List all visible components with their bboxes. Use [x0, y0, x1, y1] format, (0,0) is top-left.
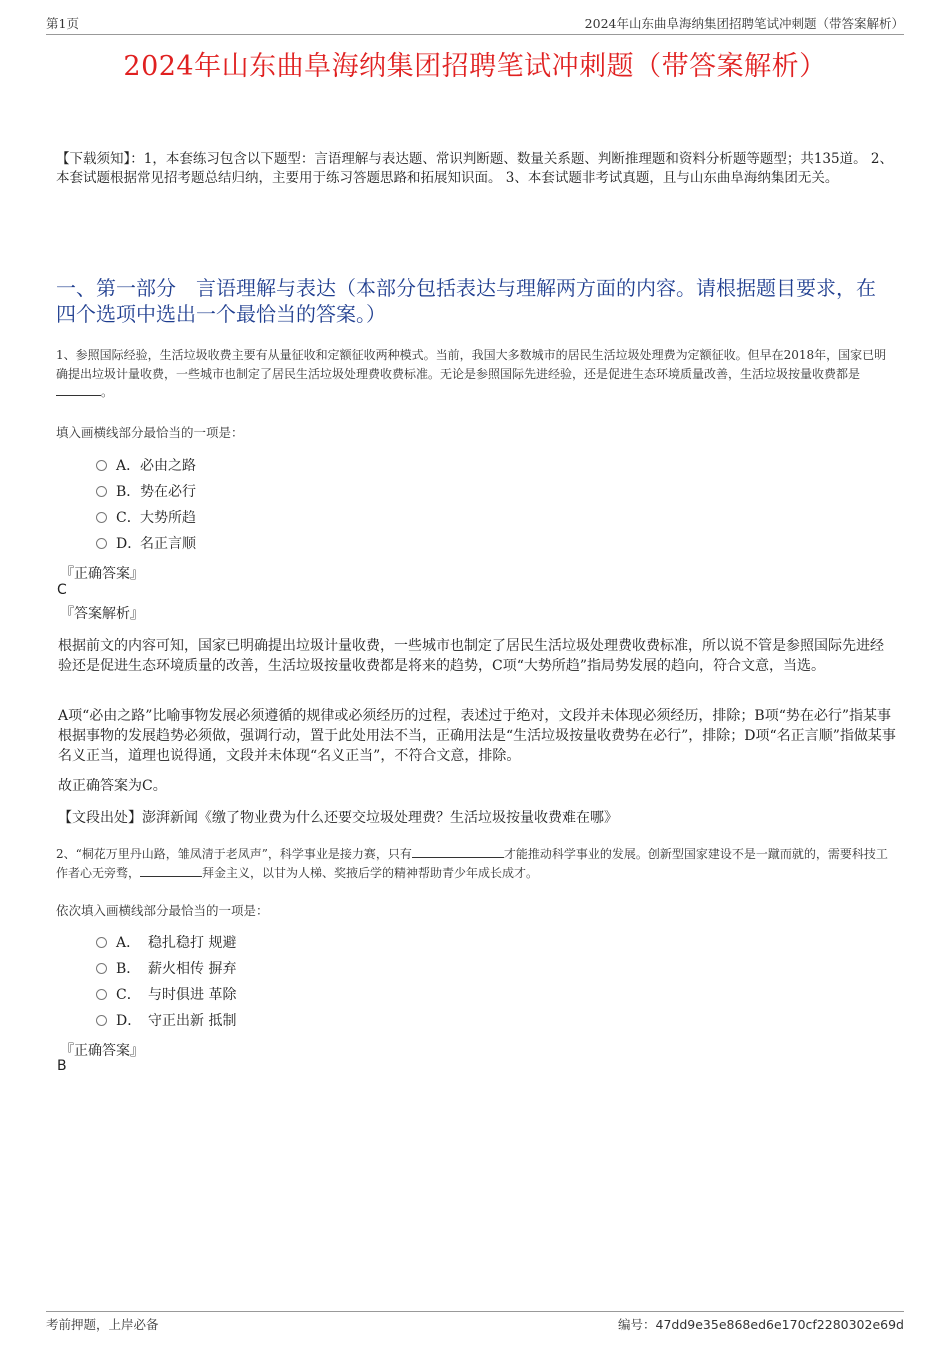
source-citation: 【文段出处】澎湃新闻《缴了物业费为什么还要交垃圾处理费？生活垃圾按量收费难在哪》 — [58, 810, 618, 826]
q1-option-c[interactable]: C．大势所趋 — [96, 508, 196, 528]
footer-slogan: 考前押题，上岸必备 — [46, 1317, 159, 1332]
analysis-label: 『答案解析』 — [60, 606, 144, 622]
correct-answer-label: 『正确答案』 — [60, 1043, 144, 1059]
answer-blank — [140, 864, 202, 877]
radio-icon[interactable] — [96, 937, 107, 948]
section-heading: 一、第一部分 言语理解与表达（本部分包括表达与理解两方面的内容。请根据题目要求，在四个选项中选出一个最恰当的答案。） — [56, 276, 876, 326]
question-1-stem: 1、参照国际经验，生活垃圾收费主要有从量征收和定额征收两种模式。当前，我国大多数城市的居民生活垃圾处理费为定额征收。但早在2018年，国家已明确提出垃圾计量收费，一些城市也制定了居民生活垃圾处理费收费标准。无论是参照国际先进经验，还是促进生态环境质量改善，生活垃圾按量收费都是。 — [56, 348, 887, 399]
analysis-paragraph: A项“必由之路”比喻事物发展必须遵循的规律或必须经历的过程，表述过于绝对，文段并未体现必须经历，排除；B项“势在必行”指某事根据事物的发展趋势必须做，强调行动，置于此处用法不当，正确用法是“生活垃圾按量收费势在必行”，排除；D项“名正言顺”指做某事名义正当，道理也说得通，文段并未体现“名义正当”，不符合文意，排除。 — [58, 708, 896, 764]
question-2-stem: 2、“桐花万里丹山路，雏凤清于老凤声”，科学事业是接力赛，只有 才能推动科学事业的发展。创新型国家建设不是一蹴而就的，需要科技工作者心无旁骛， 拜金主义，以甘为人梯、奖掖后学的精神帮助青少年成长成才。 — [56, 847, 888, 880]
q2-option-d[interactable]: D． 守正出新 抵制 — [96, 1011, 236, 1031]
radio-icon[interactable] — [96, 963, 107, 974]
page-header — [46, 12, 904, 35]
q2-option-a[interactable]: A． 稳扎稳打 规避 — [96, 933, 236, 953]
radio-icon[interactable] — [96, 1015, 107, 1026]
answer-blank — [412, 845, 504, 858]
correct-answer-label: 『正确答案』 — [60, 566, 144, 582]
radio-icon[interactable] — [96, 989, 107, 1000]
analysis-conclusion: 故正确答案为C。 — [58, 778, 167, 794]
q2-option-c[interactable]: C． 与时俱进 革除 — [96, 985, 236, 1005]
page-number: 第1页 — [46, 16, 79, 31]
correct-answer: B — [57, 1058, 67, 1074]
radio-icon[interactable] — [96, 486, 107, 497]
radio-icon[interactable] — [96, 512, 107, 523]
q1-option-d[interactable]: D．名正言顺 — [96, 534, 196, 554]
correct-answer: C — [57, 582, 67, 598]
question-2-prompt: 依次填入画横线部分最恰当的一项是： — [56, 903, 269, 918]
radio-icon[interactable] — [96, 460, 107, 471]
document-code: 编号：47dd9e35e868ed6e170cf2280302e69d — [618, 1317, 904, 1332]
radio-icon[interactable] — [96, 538, 107, 549]
header-doc-title: 2024年山东曲阜海纳集团招聘笔试冲刺题（带答案解析） — [584, 16, 904, 31]
q1-option-b[interactable]: B．势在必行 — [96, 482, 196, 502]
q1-option-a[interactable]: A．必由之路 — [96, 456, 196, 476]
document-title: 2024年山东曲阜海纳集团招聘笔试冲刺题（带答案解析） — [123, 51, 827, 82]
download-notice: 【下载须知】：1，本套练习包含以下题型：言语理解与表达题、常识判断题、数量关系题、判断推理题和资料分析题等题型；共135道。 2、本套试题根据常见招考题总结归纳，主要用于练习答题思路和拓展知识面。 3、本套试题非考试真题，且与山东曲阜海纳集团无关。 — [56, 151, 893, 186]
page-footer — [46, 1311, 904, 1332]
q2-option-b[interactable]: B． 薪火相传 摒弃 — [96, 959, 236, 979]
question-1-prompt: 填入画横线部分最恰当的一项是： — [56, 425, 244, 440]
analysis-paragraph: 根据前文的内容可知，国家已明确提出垃圾计量收费，一些城市也制定了居民生活垃圾处理费收费标准，所以说不管是参照国际先进经验还是促进生态环境质量的改善，生活垃圾按量收费都是将来的趋势，C项“大势所趋”指局势发展的趋向，符合文意，当选。 — [58, 638, 884, 674]
answer-blank — [56, 383, 101, 396]
